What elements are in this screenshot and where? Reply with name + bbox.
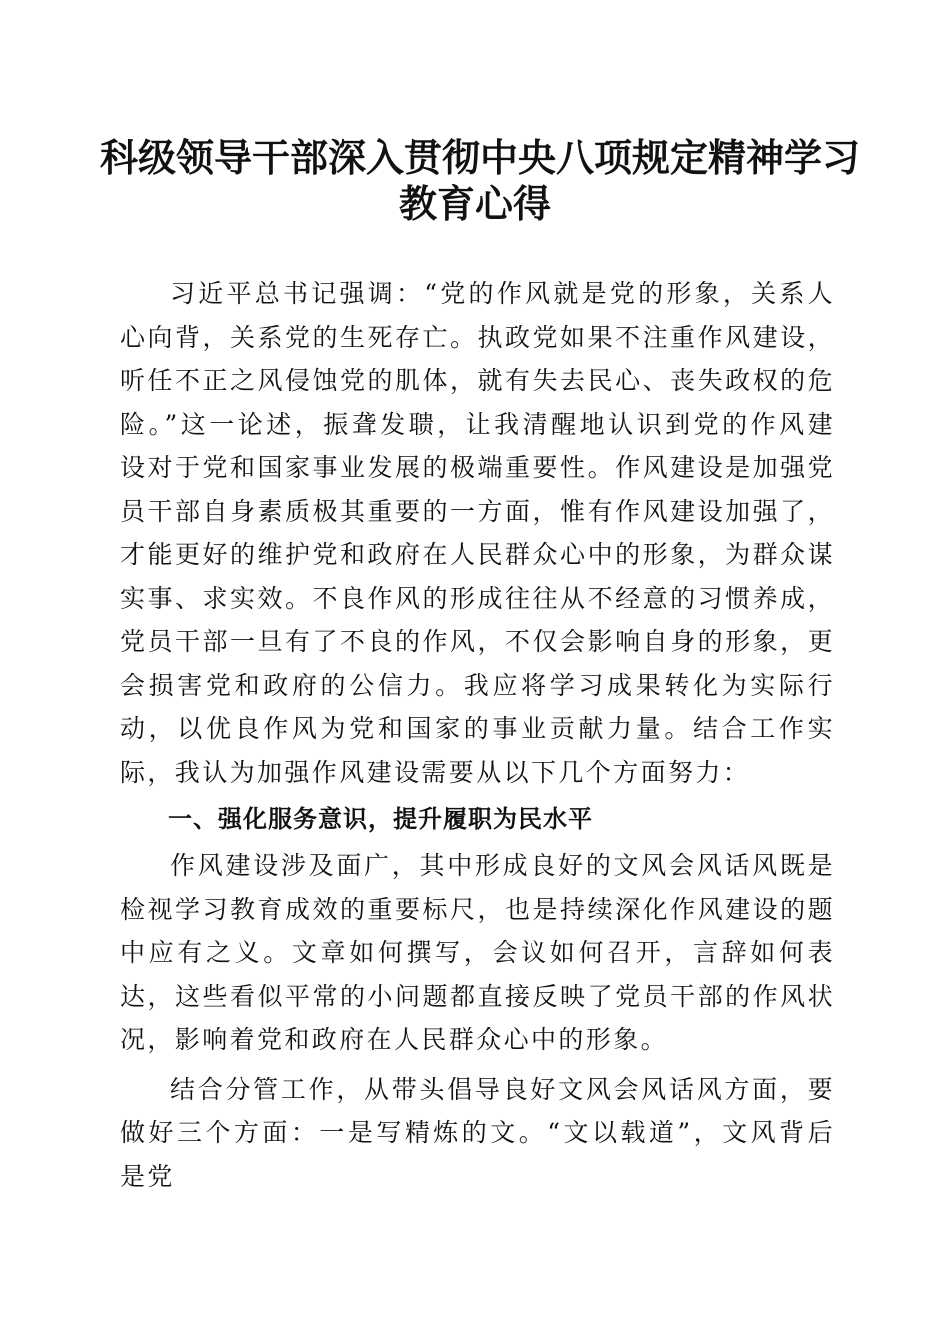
paragraph-section-1-continued: 结合分管工作，从带头倡导良好文风会风话风方面，要做好三个方面：一是写精炼的文。“文以载道”，文风背后是党 [120,1074,835,1191]
paragraph-intro: 习近平总书记强调：“党的作风就是党的形象，关系人心向背，关系党的生死存亡。执政党如果不注重作风建设，听任不正之风侵蚀党的肌体，就有失去民心、丧失政权的危险。”这一论述，振聋发聩，让我清醒地认识到党的作风建设对于党和国家事业发展的极端重要性。作风建设是加强党员干部自身素质极其重要的一方面，惟有作风建设加强了，才能更好的维护党和政府在人民群众心中的形象，为群众谋实事、求实效。不良作风的形成往往从不经意的习惯养成，党员干部一旦有了不良的作风，不仅会影响自身的形象，更会损害党和政府的公信力。我应将学习成果转化为实际行动，以优良作风为党和国家的事业贡献力量。结合工作实际，我认为加强作风建设需要从以下几个方面努力： [120,279,835,787]
paragraph-section-1: 作风建设涉及面广，其中形成良好的文风会风话风既是检视学习教育成效的重要标尺，也是持续深化作风建设的题中应有之义。文章如何撰写，会议如何召开，言辞如何表达，这些看似平常的小问题都直接反映了党员干部的作风状况，影响着党和政府在人民群众心中的形象。 [120,851,835,1054]
document-title-line-2: 教育心得 [398,181,551,226]
section-heading-1: 一、强化服务意识，提升履职为民水平 [168,805,593,833]
document-body [120,272,835,1198]
document-title-line-1: 科级领导干部深入贯彻中央八项规定精神学习 [100,135,861,180]
